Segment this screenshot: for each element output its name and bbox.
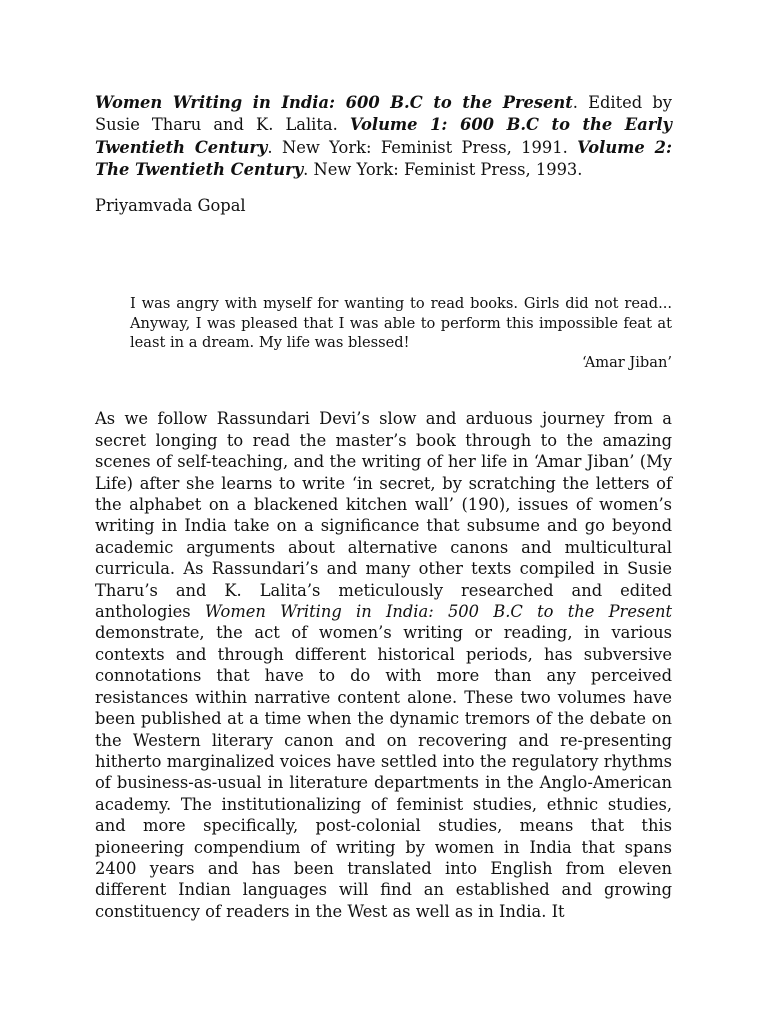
citation-volume-2-title: Volume 2: The Twentieth Century [95, 137, 672, 180]
body-text-part-1: As we follow Rassundari Devi’s slow and arduous journey from a secret longing to read the master’s book through to the amazing scenes of self-teaching, and the writing of her life in ‘Amar Jiban’ (My Life) after she learns to write ‘in secret, by scratching the letters of the alphabet on a blackened kitchen wall’ (190), issues of women’s writing in India take on a significance that subsume and go beyond academic arguments about alternative canons and multicultural curricula. As Rassundari’s and many other texts compiled in Susie Tharu’s and K. Lalita’s meticulously researched and edited anthologies [95, 409, 672, 622]
citation-title-main: Women Writing in India: 600 B.C to the Present [95, 93, 573, 112]
citation-volume-1-title: Volume 1: 600 B.C to the Early Twentieth Century [95, 115, 672, 157]
citation-volume-2-publisher: . New York: Feminist Press, 1993. [303, 160, 583, 180]
epigraph [130, 294, 672, 372]
body-paragraph [95, 408, 672, 922]
epigraph-source: ‘Amar Jiban’ [581, 353, 672, 371]
citation-editors: . Edited by Susie Tharu and K. Lalita. [95, 93, 672, 135]
page [95, 92, 672, 922]
body-anthology-title: Women Writing in India: 500 B.C to the Present [204, 602, 672, 622]
body-text-part-2: demonstrate, the act of women’s writing or reading, in various contexts and through different historical periods, has subversive connotations that have to do with more than any perceived resistances within narrative content alone. These two volumes have been published at a time when the dynamic tremors of the debate on the Western literary canon and on recovering and re-presenting hitherto marginalized voices have settled into the regulatory rhythms of business-as-usual in literature departments in the Anglo-American academy. The institutionalizing of feminist studies, ethnic studies, and more specifically, post-colonial studies, means that this pioneering compendium of writing by women in India that spans 2400 years and has been translated into English from eleven different Indian languages will find an established and growing constituency of readers in the West as well as in India. It [95, 623, 672, 921]
epigraph-quote: I was angry with myself for wanting to read books. Girls did not read... Anyway, I was pleased that I was able to perform this impossible feat at least in a dream. My life was blessed! [130, 295, 672, 352]
book-citation [95, 92, 672, 182]
citation-volume-1-publisher: . New York: Feminist Press, 1991. [267, 137, 578, 157]
review-author: Priyamvada Gopal [95, 195, 246, 215]
